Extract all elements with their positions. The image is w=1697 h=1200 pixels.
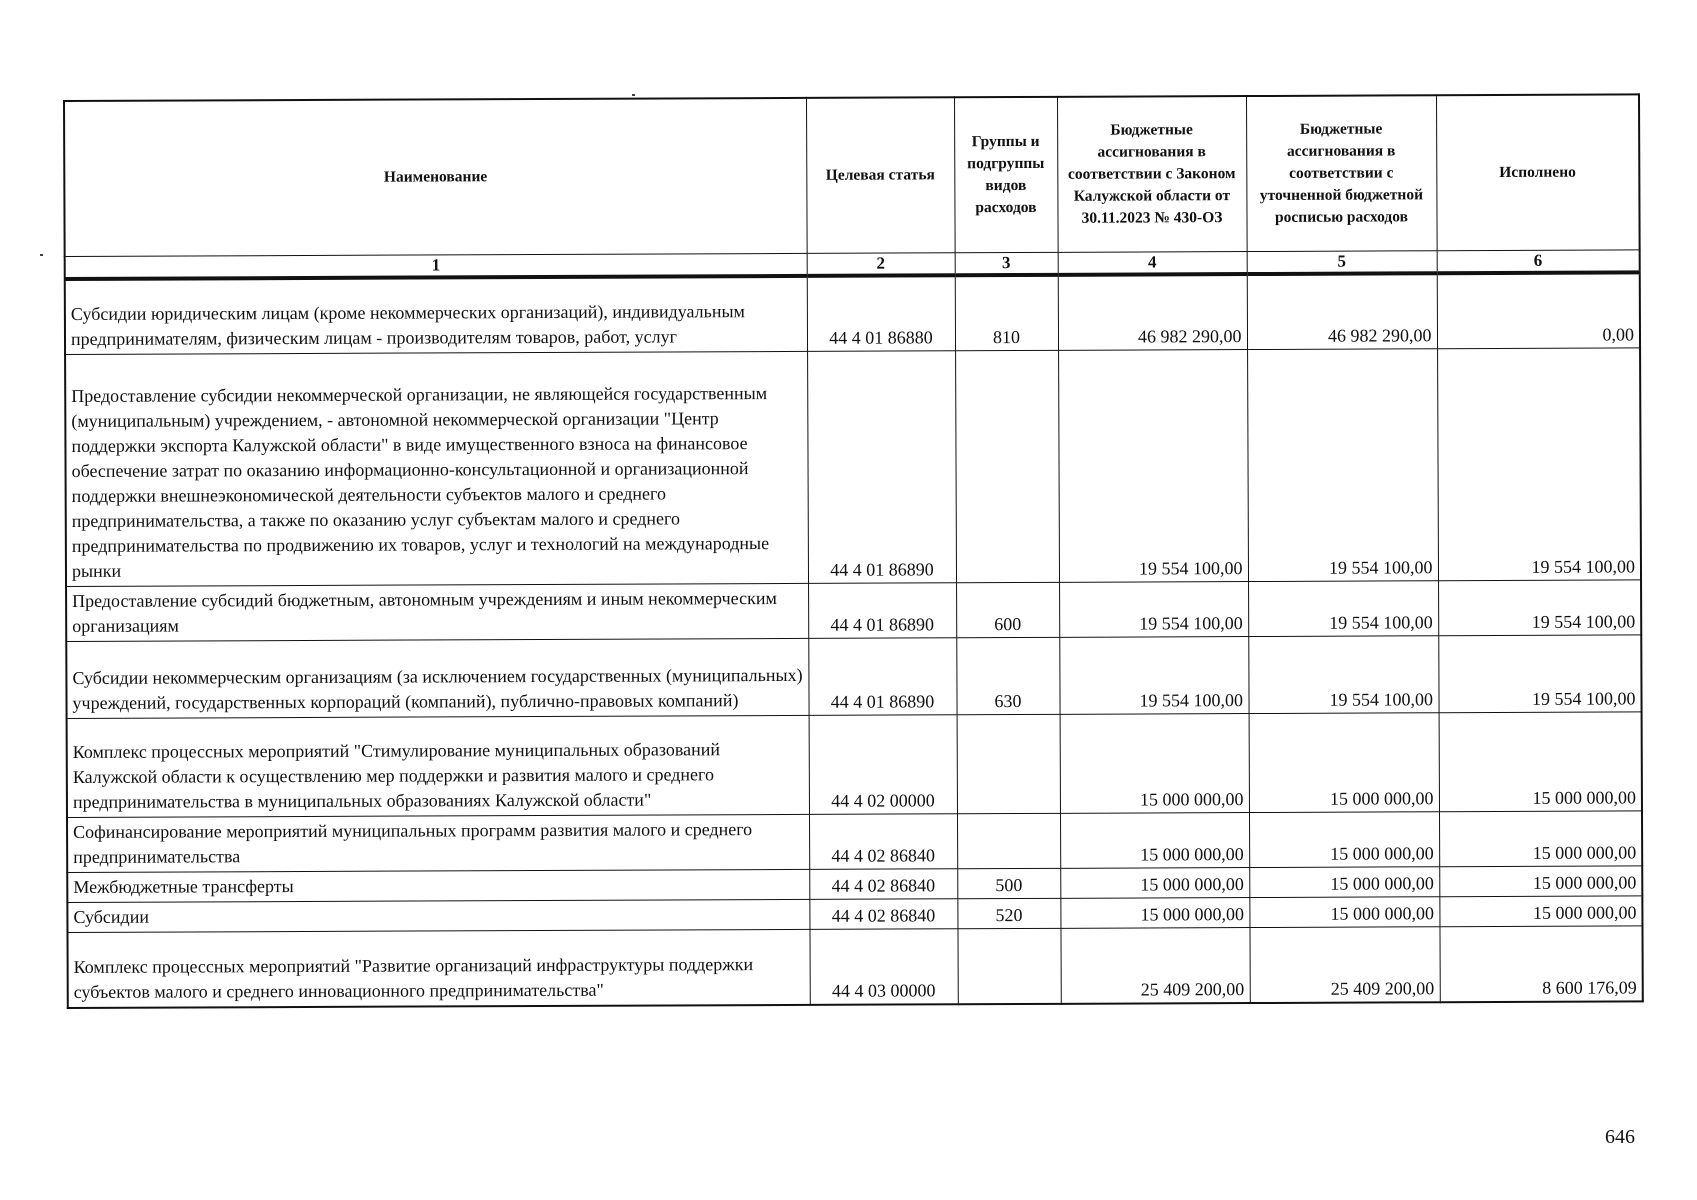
column-number: 5 (1247, 251, 1437, 274)
row-target-code: 44 4 03 00000 (809, 928, 957, 1005)
row-executed-amount: 19 554 100,00 (1437, 347, 1641, 580)
row-executed-amount: 19 554 100,00 (1438, 634, 1641, 712)
row-executed-amount: 15 000 000,00 (1439, 865, 1642, 896)
header-law-allocations: Бюджетные ассигнования в соответствии с Законом Калужской области от 30.11.2023 № 430-ОЗ (1057, 96, 1247, 252)
row-law-amount: 19 554 100,00 (1059, 636, 1248, 714)
row-expense-group: 500 (957, 868, 1060, 898)
row-target-code: 44 4 01 86880 (807, 275, 955, 351)
column-number: 3 (955, 252, 1058, 275)
row-law-amount: 15 000 000,00 (1060, 713, 1249, 813)
header-revised-allocations: Бюджетные ассигнования в соответствии с уточненной бюджетной росписью расходов (1246, 95, 1437, 251)
row-target-code: 44 4 02 86840 (809, 898, 957, 929)
table-row (67, 810, 1642, 872)
page-number: 646 (1605, 1126, 1635, 1148)
row-revised-amount: 19 554 100,00 (1248, 635, 1438, 713)
table-row (65, 347, 1641, 586)
row-law-amount: 15 000 000,00 (1060, 812, 1249, 868)
row-law-amount: 15 000 000,00 (1060, 867, 1249, 898)
row-law-amount: 46 982 290,00 (1058, 274, 1247, 350)
row-executed-amount: 0,00 (1437, 272, 1640, 348)
row-expense-group (957, 813, 1060, 868)
budget-execution-table (63, 93, 1644, 1009)
table-row (67, 925, 1642, 1008)
row-revised-amount: 25 409 200,00 (1249, 926, 1439, 1003)
row-name: Софинансирование мероприятий муниципальных программ развития малого и среднего предпринимательства (67, 814, 809, 872)
row-revised-amount: 15 000 000,00 (1249, 811, 1439, 867)
row-executed-amount: 15 000 000,00 (1439, 895, 1642, 926)
row-revised-amount: 15 000 000,00 (1249, 896, 1439, 927)
table-row (66, 579, 1641, 641)
column-number: 2 (807, 253, 955, 276)
table-row (65, 272, 1640, 354)
row-target-code: 44 4 01 86890 (808, 637, 956, 715)
row-revised-amount: 46 982 290,00 (1247, 273, 1437, 349)
row-law-amount: 15 000 000,00 (1060, 897, 1249, 928)
row-expense-group: 810 (955, 275, 1058, 350)
header-name: Наименование (64, 98, 807, 257)
row-expense-group: 630 (956, 637, 1059, 714)
row-revised-amount: 15 000 000,00 (1249, 712, 1439, 812)
row-target-code: 44 4 02 00000 (809, 714, 957, 814)
budget-table-sheet (63, 93, 1642, 1009)
header-expense-groups: Группы и подгруппы видов расходов (954, 97, 1058, 253)
row-law-amount: 19 554 100,00 (1058, 349, 1248, 582)
row-executed-amount: 15 000 000,00 (1439, 711, 1642, 811)
column-number: 4 (1058, 252, 1247, 275)
row-revised-amount: 15 000 000,00 (1249, 866, 1439, 897)
row-revised-amount: 19 554 100,00 (1247, 348, 1438, 581)
row-expense-group: 520 (957, 898, 1060, 928)
row-revised-amount: 19 554 100,00 (1248, 580, 1438, 636)
scan-speck (632, 94, 635, 96)
header-row (64, 94, 1640, 256)
row-target-code: 44 4 02 86840 (809, 813, 957, 869)
header-executed: Исполнено (1436, 94, 1640, 250)
table-row (66, 634, 1641, 718)
row-expense-group (957, 714, 1060, 813)
row-executed-amount: 19 554 100,00 (1438, 579, 1641, 635)
row-expense-group (955, 350, 1059, 582)
scan-speck (40, 254, 43, 256)
row-name: Субсидии (67, 899, 809, 932)
row-name: Субсидии юридическим лицам (кроме некоммерческих организаций), индивидуальным предпринимателям, физическим лицам - производителям товаров, работ, услуг (65, 276, 807, 354)
header-target-article: Целевая статья (806, 97, 955, 253)
row-name: Субсидии некоммерческим организациям (за исключением государственных (муниципальных) учреждений, государственных корпораций (компаний), публично-правовых компаний) (66, 638, 808, 718)
row-name: Предоставление субсидии некоммерческой организации, не являющейся государственным (муниципальным) учреждением, - автономной некоммерческой организации "Центр поддержки экспорта Калужской области" в виде имущественного взноса на финансовое обеспечение затрат по оказанию информационно-консультационной и организационной поддержки внешнеэкономической деятельности субъектов малого и среднего предпринимательства, а также по оказанию услуг субъектам малого и среднего предпринимательства по продвижению их товаров, услуг и технологий на международные рынки (65, 351, 808, 586)
row-law-amount: 25 409 200,00 (1060, 927, 1249, 1004)
column-number: 6 (1437, 250, 1640, 273)
table-row (67, 711, 1642, 817)
row-name: Комплекс процессных мероприятий "Развитие организаций инфраструктуры поддержки субъектов малого и среднего инновационного предпринимательства" (67, 929, 809, 1008)
row-target-code: 44 4 01 86890 (808, 582, 956, 638)
row-name: Межбюджетные трансферты (67, 869, 809, 902)
row-executed-amount: 8 600 176,09 (1439, 925, 1642, 1002)
row-name: Комплекс процессных мероприятий "Стимулирование муниципальных образований Калужской области к осуществлению мер поддержки и развития малого и среднего предпринимательства в муниципальных образованиях Калужской области" (67, 715, 809, 817)
row-executed-amount: 15 000 000,00 (1439, 810, 1642, 866)
row-target-code: 44 4 02 86840 (809, 868, 957, 899)
row-expense-group (957, 928, 1060, 1004)
row-target-code: 44 4 01 86890 (807, 350, 956, 583)
row-expense-group: 600 (956, 582, 1059, 637)
row-law-amount: 19 554 100,00 (1059, 581, 1248, 637)
row-name: Предоставление субсидий бюджетным, автономным учреждениям и иным некоммерческим организациям (66, 583, 808, 641)
column-number: 1 (65, 253, 807, 279)
